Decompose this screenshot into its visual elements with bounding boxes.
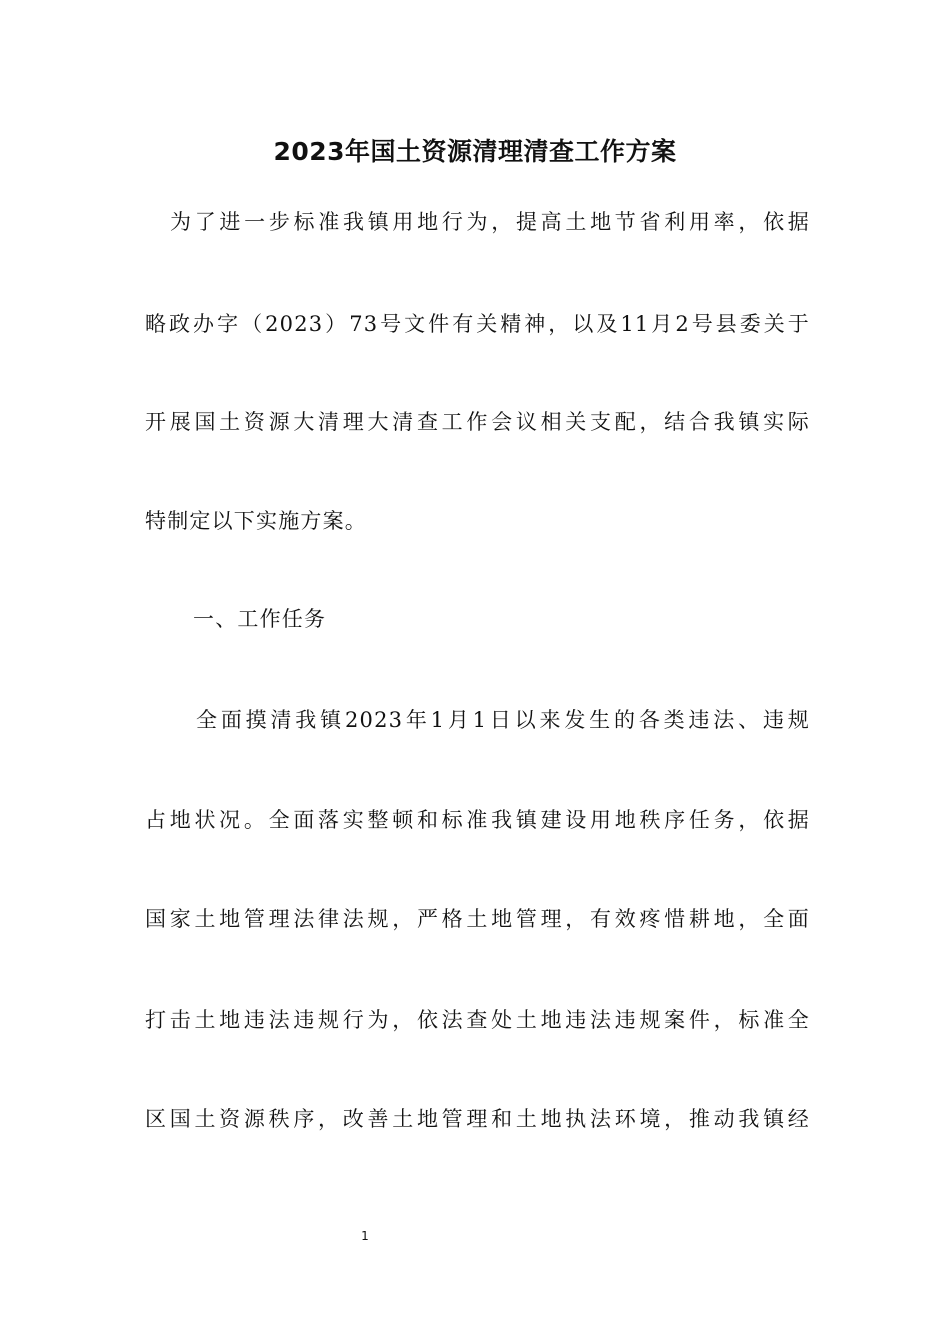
paragraph-line: 国家土地管理法律法规，严格土地管理，有效疼惜耕地，全面	[145, 907, 810, 931]
paragraph-line: 占地状况。全面落实整顿和标准我镇建设用地秩序任务，依据	[145, 808, 810, 832]
paragraph-line: 略政办字（2023）73号文件有关精神，以及11月2号县委关于	[145, 312, 810, 336]
paragraph-line: 特制定以下实施方案。	[145, 509, 367, 533]
paragraph-line: 全面摸清我镇2023年1月1日以来发生的各类违法、违规	[196, 708, 810, 732]
document-title: 2023年国土资源清理清查工作方案	[273, 137, 677, 166]
paragraph-line: 打击土地违法违规行为，依法查处土地违法违规案件，标准全	[145, 1008, 810, 1032]
section-heading: 一、工作任务	[193, 607, 327, 631]
page-number: 1	[361, 1229, 369, 1243]
paragraph-line: 开展国土资源大清理大清查工作会议相关支配，结合我镇实际	[145, 410, 810, 434]
paragraph-line: 区国土资源秩序，改善土地管理和土地执法环境，推动我镇经	[145, 1107, 810, 1131]
paragraph-line: 为了进一步标准我镇用地行为，提高土地节省利用率，依据	[170, 210, 810, 234]
